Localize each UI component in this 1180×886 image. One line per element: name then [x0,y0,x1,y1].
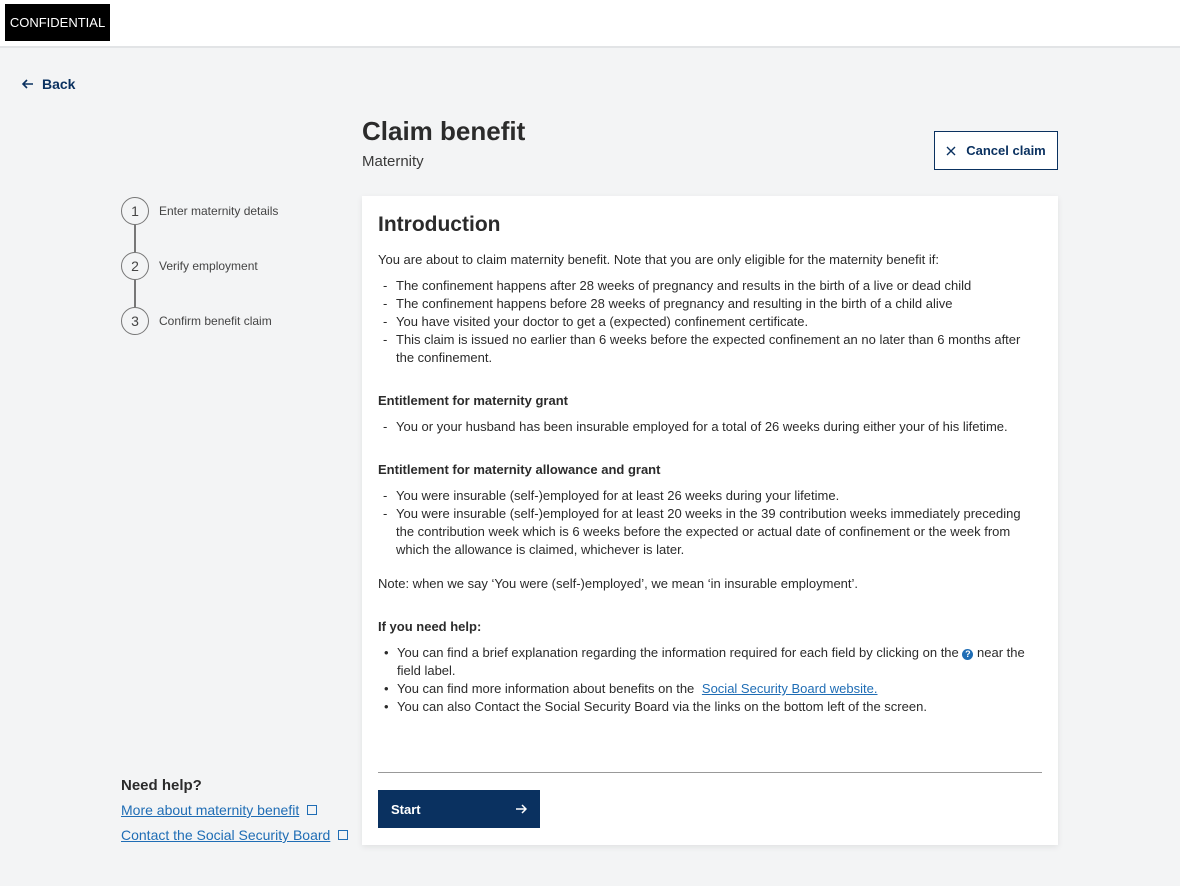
allowance-heading: Entitlement for maternity allowance and grant [378,462,661,477]
need-help-section [121,777,348,852]
list-item: - This claim is issued no earlier than 6 weeks before the expected confinement an no later than 6 months after the confinement. [378,331,1042,367]
maternity-benefit-link[interactable] [121,802,348,818]
step-connector [134,225,136,252]
step-connector [134,280,136,307]
list-item [378,644,1042,680]
grant-list [378,418,1042,436]
list-item: - You were insurable (self-)employed for at least 26 weeks during your lifetime. [378,487,1042,505]
ssb-website-link[interactable]: Social Security Board website. [701,681,878,696]
page-title: Claim benefit [362,116,526,146]
grant-heading: Entitlement for maternity grant [378,393,568,408]
back-label: Back [42,76,76,92]
need-help-title: Need help? [121,777,202,794]
card-title: Introduction [378,213,501,236]
help-question-icon: ? [962,649,973,660]
cancel-claim-button[interactable] [934,131,1058,170]
conditions-list [378,277,1042,367]
allowance-list [378,487,1042,559]
step-3 [121,307,272,335]
cancel-claim-label: Cancel claim [966,143,1046,158]
arrow-right-icon [515,803,527,815]
step-2 [121,252,258,280]
top-header [0,0,1180,48]
back-link[interactable] [22,76,75,92]
step-number: 1 [121,197,149,225]
note-text: Note: when we say ‘You were (self-)employed’, we mean ‘in insurable employment’. [378,576,859,591]
step-label: Confirm benefit claim [159,314,272,328]
arrow-left-icon [22,78,34,90]
text: You can find a brief explanation regarding the information required for each field by clicking on the [397,645,959,660]
external-link-icon [307,805,317,815]
help-heading: If you need help: [378,619,482,634]
link-label: More about maternity benefit [121,802,300,818]
step-label: Verify employment [159,259,258,273]
close-icon [946,146,956,156]
step-number: 2 [121,252,149,280]
external-link-icon [338,830,348,840]
page-subtitle: Maternity [362,153,424,170]
list-item: - The confinement happens after 28 weeks of pregnancy and results in the birth of a live or dead child [378,277,1042,295]
list-item: - You have visited your doctor to get a (expected) confinement certificate. [378,313,1042,331]
confidential-label: CONFIDENTIAL [5,4,110,41]
text: near the field label. [397,645,1025,678]
list-item: - The confinement happens before 28 weeks of pregnancy and resulting in the birth of a child alive [378,295,1042,313]
divider [378,772,1042,773]
list-item: - You were insurable (self-)employed for at least 20 weeks in the 39 contribution weeks immediately preceding the contribution week which is 6 weeks before the expected or actual date of confinement or the week from which the allowance is claimed, whichever is later. [378,505,1042,559]
list-item: - You or your husband has been insurable employed for a total of 26 weeks during either your of his lifetime. [378,418,1042,436]
help-list [378,644,1042,716]
step-number: 3 [121,307,149,335]
step-label: Enter maternity details [159,204,279,218]
list-item [378,680,1042,698]
introduction-card [362,196,1058,845]
text: You can find more information about benefits on the [397,681,695,696]
list-item: • You can also Contact the Social Security Board via the links on the bottom left of the screen. [378,698,1042,716]
start-button[interactable] [378,790,540,828]
contact-ssb-link[interactable] [121,827,348,843]
link-label: Contact the Social Security Board [121,827,331,843]
start-label: Start [391,801,421,817]
intro-text: You are about to claim maternity benefit. Note that you are only eligible for the maternity benefit if: [378,252,939,267]
step-1 [121,197,278,225]
